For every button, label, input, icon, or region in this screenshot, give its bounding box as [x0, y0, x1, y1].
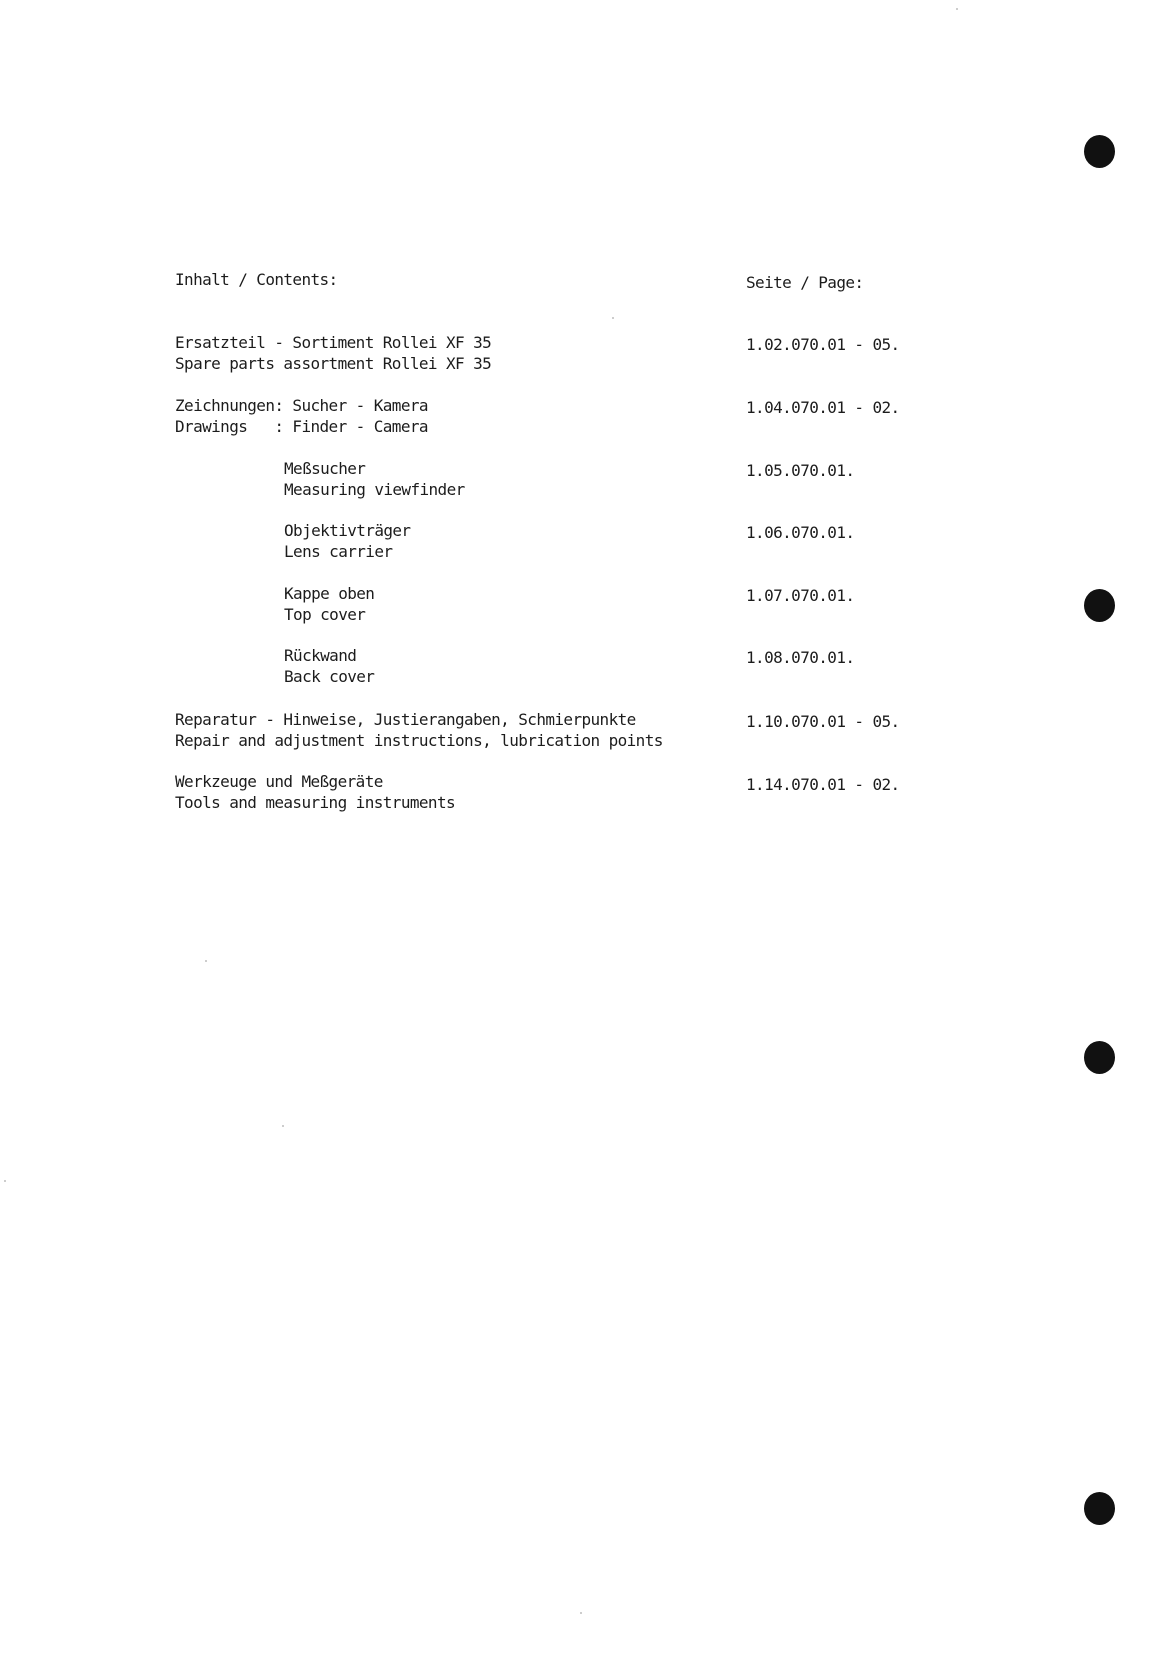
- toc-line-german: Kappe oben: [284, 584, 375, 603]
- toc-line-english: Tools and measuring instruments: [175, 793, 456, 812]
- page-heading: Seite / Page:: [746, 273, 864, 292]
- toc-line-english: Back cover: [284, 667, 375, 686]
- toc-line-german: Ersatzteil - Sortiment Rollei XF 35: [175, 333, 492, 352]
- punch-hole: [1084, 135, 1115, 168]
- punch-hole: [1084, 1492, 1115, 1525]
- contents-heading: Inhalt / Contents:: [175, 270, 338, 289]
- toc-entry-title: [175, 709, 663, 751]
- toc-entry-page: 1.10.070.01 - 05.: [746, 712, 900, 731]
- toc-entry-page: 1.07.070.01.: [746, 586, 855, 605]
- toc-entry-title: [284, 520, 410, 562]
- toc-entry-title: [284, 583, 374, 625]
- toc-entry-title: [284, 458, 465, 500]
- toc-line-english: Repair and adjustment instructions, lubrication points: [175, 731, 663, 750]
- toc-entry-title: [175, 332, 491, 374]
- toc-entry-page: 1.14.070.01 - 02.: [746, 775, 900, 794]
- scan-speck: [580, 1612, 582, 1614]
- toc-line-english: Spare parts assortment Rollei XF 35: [175, 354, 492, 373]
- toc-line-english: Top cover: [284, 605, 366, 624]
- toc-entry-page: 1.06.070.01.: [746, 523, 855, 542]
- toc-line-german: Werkzeuge und Meßgeräte: [175, 772, 383, 791]
- toc-entry-page: 1.02.070.01 - 05.: [746, 335, 900, 354]
- toc-entry-title: [175, 771, 455, 813]
- toc-line-english: Drawings : Finder - Camera: [175, 417, 428, 436]
- scan-speck: [282, 1125, 284, 1127]
- toc-line-german: Reparatur - Hinweise, Justierangaben, Schmierpunkte: [175, 710, 636, 729]
- scan-speck: [205, 960, 207, 962]
- toc-line-german: Objektivträger: [284, 521, 411, 540]
- scan-speck: [4, 1180, 6, 1182]
- toc-line-german: Zeichnungen: Sucher - Kamera: [175, 396, 428, 415]
- toc-entry-title: [284, 645, 374, 687]
- toc-entry-title: [175, 395, 428, 437]
- toc-line-german: Meßsucher: [284, 459, 366, 478]
- toc-line-german: Rückwand: [284, 646, 357, 665]
- scan-speck: [956, 8, 958, 10]
- toc-entry-page: 1.05.070.01.: [746, 461, 855, 480]
- scan-speck: [612, 317, 614, 319]
- toc-entry-page: 1.04.070.01 - 02.: [746, 398, 900, 417]
- toc-line-english: Measuring viewfinder: [284, 480, 465, 499]
- punch-hole: [1084, 1041, 1115, 1074]
- toc-entry-page: 1.08.070.01.: [746, 648, 855, 667]
- punch-hole: [1084, 589, 1115, 622]
- toc-line-english: Lens carrier: [284, 542, 393, 561]
